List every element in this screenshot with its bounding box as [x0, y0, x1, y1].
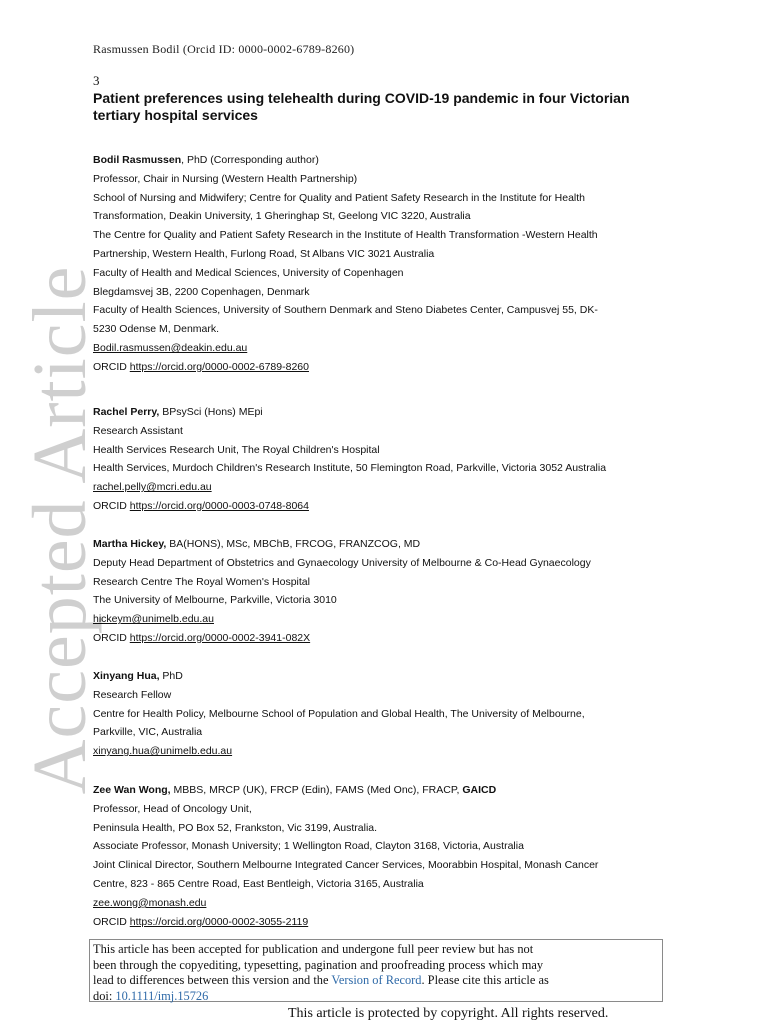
author-name-line [93, 151, 673, 170]
accepted-notice-box [89, 939, 663, 1002]
affiliation-line: Peninsula Health, PO Box 52, Frankston, Vic 3199, Australia. [93, 821, 378, 834]
author-block-rasmussen [93, 151, 673, 377]
author-credentials-bold: GAICD [462, 784, 497, 796]
copyright-notice: This article is protected by copyright. All rights reserved. [288, 1006, 609, 1021]
notice-text: lead to differences between this version and the [93, 973, 332, 988]
version-of-record-link[interactable]: Version of Record [331, 973, 422, 988]
notice-line [93, 989, 662, 1005]
affiliation-line: School of Nursing and Midwifery; Centre for Quality and Patient Safety Research in the Institute for Health [93, 191, 585, 204]
author-name: Zee Wan Wong, [93, 784, 171, 796]
notice-line: been through the copyediting, typesetting, pagination and proofreading process which may [93, 957, 544, 972]
affiliation-line: Joint Clinical Director, Southern Melbourne Integrated Cancer Services, Moorabbin Hospital, Monash Cancer [93, 859, 599, 872]
orcid-link[interactable]: https://orcid.org/0000-0002-3055-2119 [129, 915, 309, 928]
running-head: Rasmussen Bodil (Orcid ID: 0000-0002-6789-8260) [93, 42, 355, 56]
author-name-line [93, 781, 673, 800]
orcid-link[interactable]: https://orcid.org/0000-0002-3941-082X [129, 631, 311, 644]
orcid-label: ORCID [93, 631, 130, 644]
email-link[interactable]: Bodil.rasmussen@deakin.edu.au [93, 341, 248, 354]
orcid-label: ORCID [93, 915, 130, 928]
affiliation-line: Centre for Health Policy, Melbourne School of Population and Global Health, The University of Melbourne, [93, 707, 585, 720]
author-credentials: BA(HONS), MSc, MBChB, FRCOG, FRANZCOG, MD [166, 538, 421, 550]
orcid-link[interactable]: https://orcid.org/0000-0002-6789-8260 [129, 360, 309, 373]
email-link[interactable]: zee.wong@monash.edu [93, 896, 207, 909]
affiliation-line: The Centre for Quality and Patient Safety Research in the Institute of Health Transformation -Western Health [93, 229, 598, 242]
affiliation-line: Blegdamsvej 3B, 2200 Copenhagen, Denmark [93, 285, 310, 298]
doi-label: doi: [93, 988, 116, 1003]
affiliation-line: Centre, 823 - 865 Centre Road, East Bentleigh, Victoria 3165, Australia [93, 877, 424, 890]
affiliation-line: 5230 Odense M, Denmark. [93, 323, 220, 336]
email-link[interactable]: xinyang.hua@unimelb.edu.au [93, 745, 233, 758]
affiliation-line: Partnership, Western Health, Furlong Road, St Albans VIC 3021 Australia [93, 247, 435, 260]
doi-link[interactable]: 10.1111/imj.15726 [115, 988, 209, 1003]
author-credentials: PhD [159, 670, 183, 682]
accepted-article-watermark: Accepted Article [18, 265, 102, 795]
affiliation-line: Research Centre The Royal Women's Hospital [93, 575, 310, 588]
author-name: Martha Hickey, [93, 538, 167, 550]
affiliation-line: Transformation, Deakin University, 1 Gheringhap St, Geelong VIC 3220, Australia [93, 210, 471, 223]
orcid-label: ORCID [93, 499, 130, 512]
email-link[interactable]: hickeym@unimelb.edu.au [93, 613, 214, 626]
author-block-hickey [93, 535, 673, 648]
author-block-hua [93, 667, 673, 761]
affiliation-line: Parkville, VIC, Australia [93, 726, 203, 739]
paper-title: Patient preferences using telehealth during COVID-19 pandemic in four Victorian tertiary hospital services [93, 90, 630, 123]
author-credentials: MBBS, MRCP (UK), FRCP (Edin), FAMS (Med Onc), FRACP, [170, 784, 463, 796]
affiliation-line: Health Services, Murdoch Children's Research Institute, 50 Flemington Road, Parkville, Victoria 3052 Australia [93, 462, 607, 475]
affiliation-line: The University of Melbourne, Parkville, Victoria 3010 [93, 594, 337, 607]
notice-line [93, 973, 662, 989]
author-credentials: , PhD (Corresponding author) [181, 154, 319, 166]
affiliation-line: Professor, Head of Oncology Unit, [93, 802, 252, 815]
author-block-perry [93, 403, 673, 516]
author-name-line [93, 667, 673, 686]
affiliation-line: Faculty of Health Sciences, University of Southern Denmark and Steno Diabetes Center, Campusvej 55, DK- [93, 304, 598, 317]
author-block-wong [93, 781, 673, 931]
affiliation-line: Associate Professor, Monash University; 1 Wellington Road, Clayton 3168, Victoria, Australia [93, 840, 524, 853]
orcid-label: ORCID [93, 360, 130, 373]
affiliation-line: Deputy Head Department of Obstetrics and Gynaecology University of Melbourne & Co-Head Gynaecology [93, 556, 591, 569]
author-name-line [93, 535, 673, 554]
author-name-line [93, 403, 673, 422]
affiliation-line: Professor, Chair in Nursing (Western Health Partnership) [93, 172, 358, 185]
affiliation-line: Research Fellow [93, 688, 172, 701]
orcid-link[interactable]: https://orcid.org/0000-0003-0748-8064 [129, 499, 309, 512]
affiliation-line: Research Assistant [93, 424, 183, 437]
email-link[interactable]: rachel.pelly@mcri.edu.au [93, 481, 212, 494]
notice-line: This article has been accepted for publication and undergone full peer review but has not [93, 942, 534, 956]
author-name: Bodil Rasmussen [93, 154, 182, 166]
page-number: 3 [93, 73, 100, 88]
author-credentials: BPsySci (Hons) MEpi [159, 406, 263, 418]
author-name: Rachel Perry, [93, 406, 160, 418]
affiliation-line: Faculty of Health and Medical Sciences, University of Copenhagen [93, 266, 404, 279]
notice-text: . Please cite this article as [421, 973, 549, 988]
author-name: Xinyang Hua, [93, 670, 160, 682]
affiliation-line: Health Services Research Unit, The Royal Children's Hospital [93, 443, 380, 456]
